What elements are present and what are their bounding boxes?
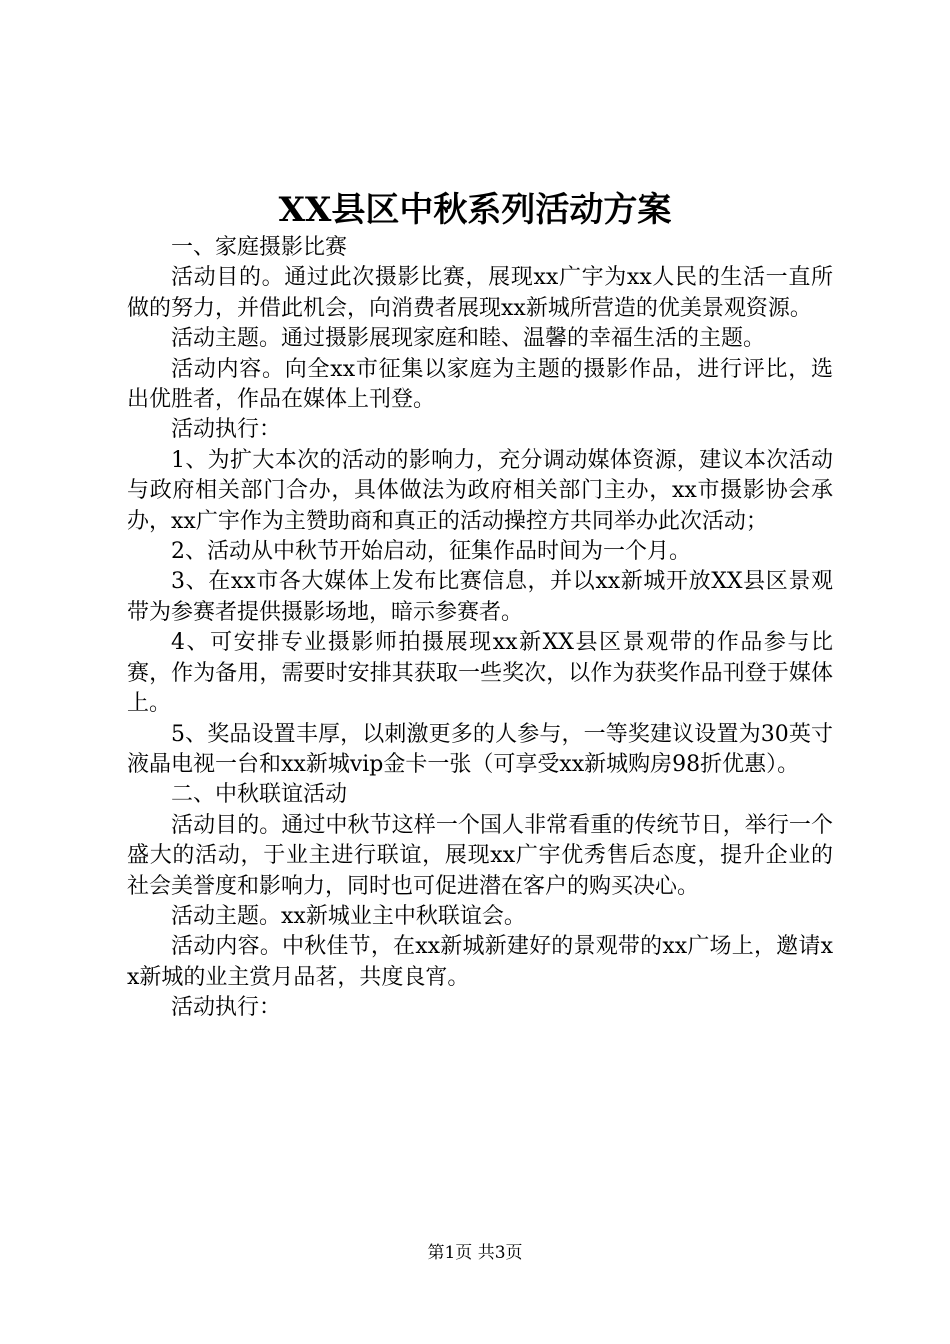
paragraph-theme-1: 活动主题。通过摄影展现家庭和睦、温馨的幸福生活的主题。 (171, 326, 766, 352)
paragraph-theme-2: 活动主题。xx新城业主中秋联谊会。 (171, 903, 526, 929)
section-heading-mid-autumn-party: 二、中秋联谊活动 (171, 782, 348, 808)
list-item-2: 2、活动从中秋节开始启动，征集作品时间为一个月。 (171, 539, 691, 565)
paragraph-execution-2: 活动执行： (171, 995, 282, 1021)
list-item-3: 3、在xx市各大媒体上发布比赛信息，并以xx新城开放XX县区景观带为参赛者提供摄影场地，暗示参赛者。 (127, 569, 833, 625)
document-title: XX县区中秋系列活动方案 (278, 190, 672, 230)
page-footer: 第1页 共3页 (427, 1243, 523, 1263)
paragraph-purpose-2: 活动目的。通过中秋节这样一个国人非常看重的传统节日，举行一个盛大的活动，于业主进行联谊，展现xx广宇优秀售后态度，提升企业的社会美誉度和影响力，同时也可促进潜在客户的购买决心。 (127, 812, 833, 899)
list-item-4: 4、可安排专业摄影师拍摄展现xx新XX县区景观带的作品参与比赛，作为备用，需要时安排其获取一些奖次，以作为获奖作品刊登于媒体上。 (127, 630, 833, 717)
section-heading-photo-contest: 一、家庭摄影比赛 (171, 235, 348, 260)
list-item-5: 5、奖品设置丰厚，以刺激更多的人参与，一等奖建议设置为30英寸液晶电视一台和xx新城vip金卡一张（可享受xx新城购房98折优惠）。 (127, 721, 833, 777)
list-item-1: 1、为扩大本次的活动的影响力，充分调动媒体资源，建议本次活动与政府相关部门合办，具体做法为政府相关部门主办，xx市摄影协会承办，xx广宇作为主赞助商和真正的活动操控方共同举办此次活动； (127, 447, 833, 534)
paragraph-content-2: 活动内容。中秋佳节，在xx新城新建好的景观带的xx广场上，邀请xx新城的业主赏月品茗，共度良宵。 (127, 934, 833, 990)
document-body (127, 233, 833, 1024)
paragraph-content-1: 活动内容。向全xx市征集以家庭为主题的摄影作品，进行评比，选出优胜者，作品在媒体上刊登。 (127, 356, 833, 413)
paragraph-purpose-1: 活动目的。通过此次摄影比赛，展现xx广宇为xx人民的生活一直所做的努力，并借此机会，向消费者展现xx新城所营造的优美景观资源。 (127, 265, 833, 321)
paragraph-execution-1: 活动执行： (171, 417, 282, 443)
